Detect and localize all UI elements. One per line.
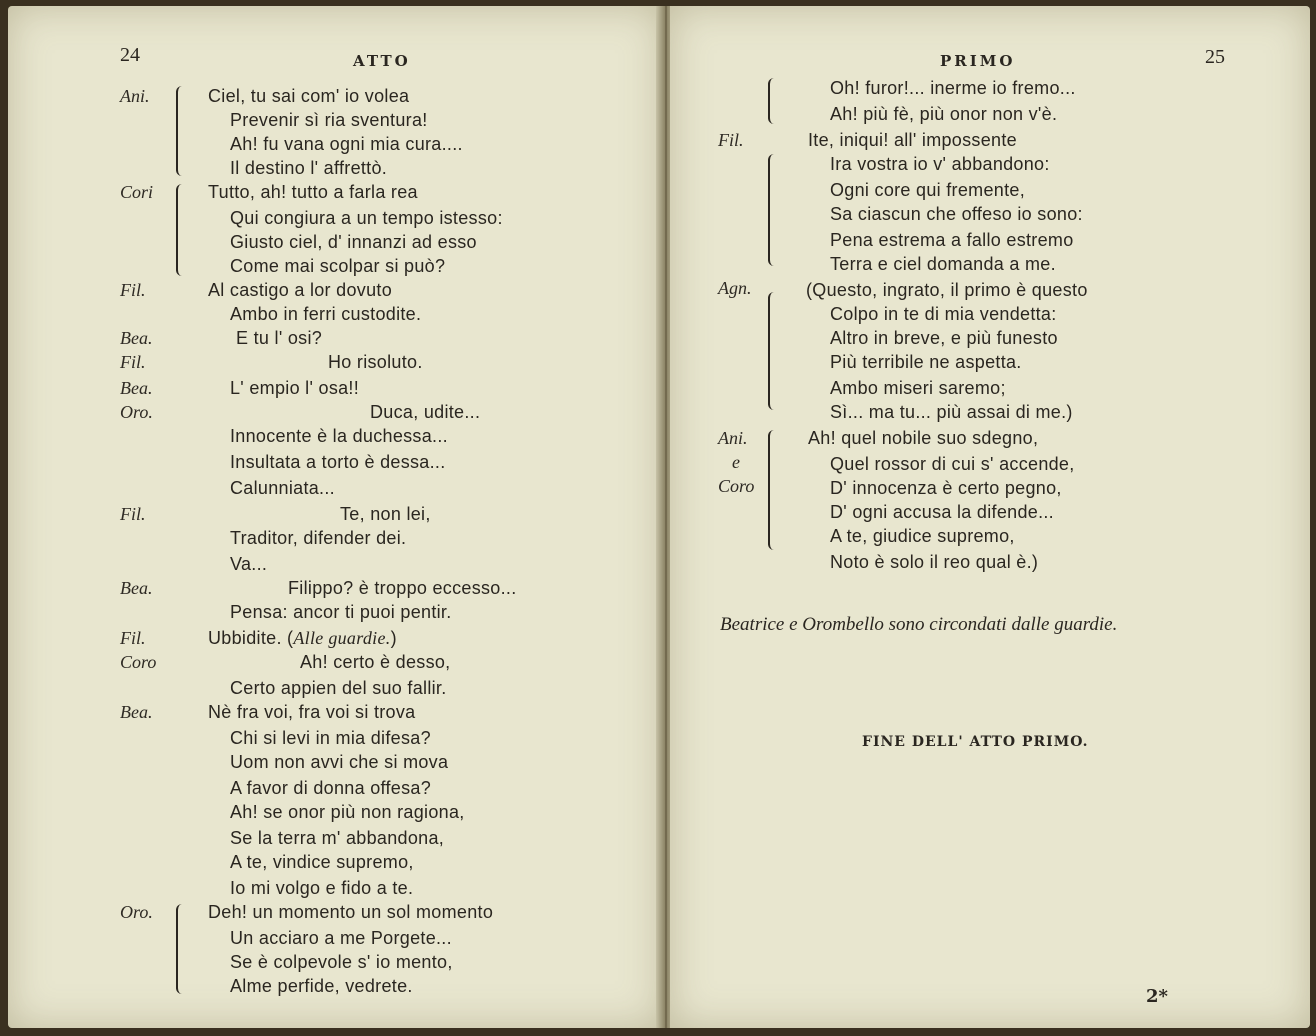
verse-line: Ambo miseri saremo;: [830, 378, 1006, 398]
verse-line: D' innocenza è certo pegno,: [830, 478, 1062, 498]
verse-line: Uom non avvi che si mova: [230, 752, 449, 772]
speaker-label: Ani.: [120, 86, 150, 106]
end-of-act-title: FINE DELL' ATTO PRIMO.: [862, 734, 1089, 750]
verse-line: Colpo in te di mia vendetta:: [830, 304, 1057, 324]
speaker-label: Coro: [718, 476, 755, 496]
verse-line: A te, vindice supremo,: [230, 852, 414, 872]
speaker-label: Oro.: [120, 902, 153, 922]
brace: [768, 292, 778, 410]
verse-line: Se la terra m' abbandona,: [230, 828, 445, 848]
speaker-label: Bea.: [120, 328, 153, 348]
verse-line: Se è colpevole s' io mento,: [230, 952, 453, 972]
verse-line: Traditor, difender dei.: [230, 528, 407, 548]
verse-line: Filippo? è troppo eccesso...: [288, 578, 517, 598]
verse-line: A te, giudice supremo,: [830, 526, 1015, 546]
verse-line: Più terribile ne aspetta.: [830, 352, 1022, 372]
verse-line: Calunniata...: [230, 478, 335, 498]
left-page: [8, 6, 662, 1028]
verse-line: L' empio l' osa!!: [230, 378, 360, 398]
verse-line: Ambo in ferri custodite.: [230, 304, 422, 324]
verse-line: Sa ciascun che offeso io sono:: [830, 204, 1083, 224]
speaker-label: Agn.: [718, 278, 752, 298]
verse-line: Prevenir sì ria sventura!: [230, 110, 428, 130]
verse-line: Ubbidite. (Alle guardie.): [208, 628, 397, 648]
speaker-label: Fil.: [120, 628, 146, 648]
speaker-label: Fil.: [120, 504, 146, 524]
speaker-label: Oro.: [120, 402, 153, 422]
verse-line: Va...: [230, 554, 268, 574]
speaker-label: Ani.: [718, 428, 748, 448]
verse-line: Il destino l' affrettò.: [230, 158, 388, 178]
verse-line: Terra e ciel domanda a me.: [830, 254, 1056, 274]
verse-line: Ite, iniqui! all' impossente: [808, 130, 1017, 150]
verse-line: Qui congiura a un tempo istesso:: [230, 208, 503, 228]
verse-line: Ah! fu vana ogni mia cura....: [230, 134, 463, 154]
verse-line: A favor di donna offesa?: [230, 778, 432, 798]
verse-line: Quel rossor di cui s' accende,: [830, 454, 1075, 474]
speaker-label: Bea.: [120, 702, 153, 722]
speaker-label: Coro: [120, 652, 157, 672]
brace: [176, 904, 186, 994]
brace: [176, 184, 186, 276]
verse-line: Nè fra voi, fra voi si trova: [208, 702, 416, 722]
running-head-left: ATTO: [353, 52, 411, 70]
verse-line: Duca, udite...: [370, 402, 481, 422]
right-page: [670, 6, 1310, 1028]
verse-line: Insultata a torto è dessa...: [230, 452, 446, 472]
verse-line: Al castigo a lor dovuto: [208, 280, 392, 300]
verse-line: Altro in breve, e più funesto: [830, 328, 1058, 348]
verse-line: Te, non lei,: [340, 504, 431, 524]
verse-line: (Questo, ingrato, il primo è questo: [806, 280, 1088, 300]
verse-line: Ciel, tu sai com' io volea: [208, 86, 410, 106]
brace: [768, 154, 778, 266]
verse-line: Pena estrema a fallo estremo: [830, 230, 1074, 250]
verse-line: Ira vostra io v' abbandono:: [830, 154, 1050, 174]
speaker-label: Fil.: [120, 352, 146, 372]
verse-line: Ah! se onor più non ragiona,: [230, 802, 465, 822]
verse-line: Innocente è la duchessa...: [230, 426, 448, 446]
running-head-right: PRIMO: [940, 52, 1016, 70]
verse-line: D' ogni accusa la difende...: [830, 502, 1054, 522]
verse-line: Certo appien del suo fallir.: [230, 678, 447, 698]
signature-mark: 2*: [1146, 986, 1168, 1007]
verse-line: E tu l' osi?: [236, 328, 323, 348]
verse-line: Deh! un momento un sol momento: [208, 902, 494, 922]
page-number-right: 25: [1205, 46, 1225, 68]
verse-line: Come mai scolpar si può?: [230, 256, 446, 276]
verse-line: Ho risoluto.: [328, 352, 423, 372]
verse-line: Ogni core qui fremente,: [830, 180, 1025, 200]
speaker-label: Cori: [120, 182, 154, 202]
verse-line: Sì... ma tu... più assai di me.): [830, 402, 1073, 422]
verse-line: Oh! furor!... inerme io fremo...: [830, 78, 1076, 98]
speaker-label: e: [732, 452, 740, 472]
verse-line: Noto è solo il reo qual è.): [830, 552, 1039, 572]
page-number-left: 24: [120, 44, 140, 66]
brace: [768, 78, 778, 124]
brace: [176, 86, 186, 176]
verse-line: Ah! più fè, più onor non v'è.: [830, 104, 1058, 124]
speaker-label: Bea.: [120, 578, 153, 598]
verse-line: Ah! quel nobile suo sdegno,: [808, 428, 1039, 448]
stage-direction: Beatrice e Orombello sono circondati dalle guardie.: [720, 614, 1118, 635]
verse-line: Io mi volgo e fido a te.: [230, 878, 414, 898]
brace: [768, 430, 778, 550]
verse-line: Tutto, ah! tutto a farla rea: [208, 182, 418, 202]
speaker-label: Fil.: [718, 130, 744, 150]
verse-line: Alme perfide, vedrete.: [230, 976, 413, 996]
speaker-label: Fil.: [120, 280, 146, 300]
verse-line: Un acciaro a me Porgete...: [230, 928, 452, 948]
speaker-label: Bea.: [120, 378, 153, 398]
verse-line: Chi si levi in mia difesa?: [230, 728, 431, 748]
verse-line: Ah! certo è desso,: [300, 652, 451, 672]
verse-line: Giusto ciel, d' innanzi ad esso: [230, 232, 477, 252]
verse-line: Pensa: ancor ti puoi pentir.: [230, 602, 452, 622]
